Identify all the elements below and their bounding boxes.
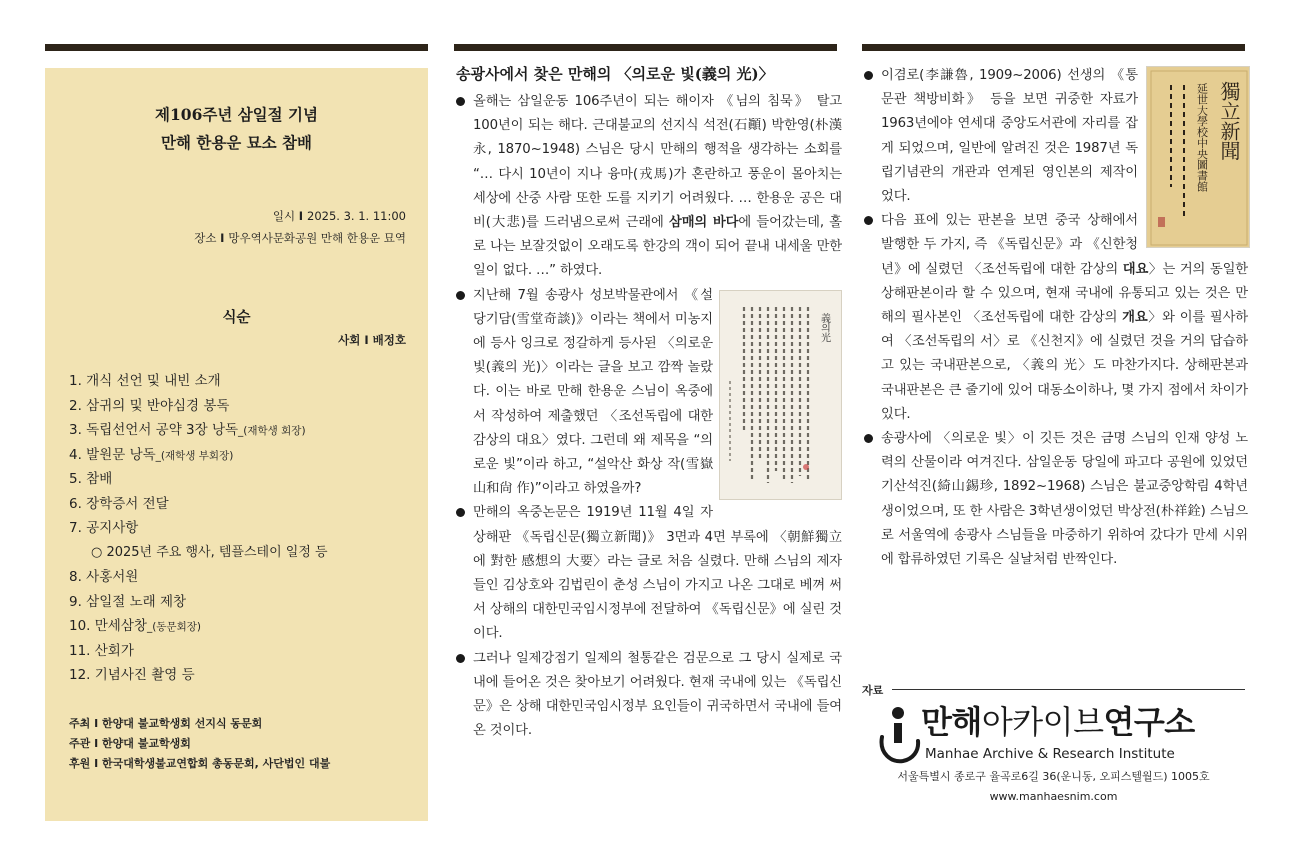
program-list	[69, 370, 414, 689]
mc-line: 사회 I 배정호	[338, 333, 406, 347]
date-value: 2025. 3. 1. 11:00	[307, 209, 406, 223]
article-paragraph: 그러나 일제강점기 일제의 철통같은 검문으로 그 당시 실제로 국내에 들어온 것은 찾아보기 어려웠다. 현재 국내에 있는 《독립신문》은 상해 대한민국임시정부 요인들이 귀국하면서 국내에 들여온 것이다.	[454, 647, 842, 744]
program-item: 7. 공지사항	[69, 520, 139, 536]
article-paragraph: 義의光 지난해 7월 송광사 성보박물관에서 《설당기담(雪堂奇談)》이라는 책에서 미농지에 등사 잉크로 정갈하게 등사된 〈의로운 빛(義의 光)〉이라는 글을 보고 깜짝 놀랐다. 이는 바로 만해 한용운 스님이 옥중에서 작성하여 제출했던 〈조선독립에 대한 감상의 대요〉였다. 그런데 왜 제목을 “의로운 빛”이라 하고, “설악산 화상 작(雪嶽山和尙 作)”이라고 하였을까?	[454, 284, 842, 502]
article-column-middle	[454, 64, 842, 743]
bullet-icon	[864, 434, 873, 443]
article-paragraph: 송광사에 〈의로운 빛〉이 깃든 것은 금명 스님의 인재 양성 노력의 산물이라 여겨진다. 삼일운동 당일에 파고다 공원에 있었던 기산석진(綺山錫珍, 1892~1968) 스님은 불교중앙학림 4학년생이었으며, 또 한 사람은 3학년생이었던 박상전(朴祥銓) 스님으로 서울역에 송광사 스님들을 마중하기 위하여 갔다가 만세 시위에 합류하였던 기록은 실날처럼 반짝인다.	[862, 427, 1248, 572]
svg-text:獨立新聞: 獨立新聞	[1217, 81, 1241, 161]
top-rule-middle	[454, 44, 837, 51]
article-paragraph: 獨立新聞 延世大學校中央圖書館 이겸로(李謙魯, 1909~2006) 선생의 《통문관 책방비화》 등을 보면 귀중한 자료가 1963년에야 연세대 중앙도서관에 자리를 잡게 되었으며, 일반에 알려진 것은 1987년 독립기념관의 개관과 연계된 영인본의 제작이었다.	[862, 64, 1248, 209]
article-paragraph: 만해의 옥중논문은 1919년 11월 4일 자 상해판 《독립신문(獨立新聞)》 3면과 4면 부록에 〈朝鮮獨立에 對한 感想의 大要〉라는 글로 처음 실렸다. 만해 스님의 제자들인 김상호와 김법린이 춘성 스님이 가지고 나온 그대로 베껴 써서 상해의 대한민국임시정부에 전달하여 《독립신문》에 실린 것이다.	[454, 501, 842, 646]
credits	[69, 715, 414, 775]
top-rule-right	[862, 44, 1245, 51]
mc-label: 사회	[338, 333, 361, 347]
article-paragraph: 올해는 삼일운동 106주년이 되는 해이자 《님의 침묵》 탈고 100년이 되는 해다. 근대불교의 선지식 석전(石顚) 박한영(朴漢永, 1870~1948) 스님은 당시 만해의 행적을 생각하는 소회를 “… 다시 10년이 지나 융마(戎馬)가 혼란하고 풍운이 몰아치는 세상에 산중 사람 또한 도를 지키기 어려웠다. … 한용운 공은 대비(大悲)를 드러냄으로써 근래에 삼매의 바다에 들어갔는데, 홀로 나는 보잘것없이 오래도록 한강의 객이 되어 끝내 내세울 만한 일이 없다. …” 하였다.	[454, 90, 842, 284]
source-label: 자료	[862, 684, 884, 697]
event-info-panel	[45, 68, 428, 821]
bullet-icon	[456, 508, 465, 517]
institute-address: 서울특별시 종로구 율곡로6길 36(운니동, 오피스텔월드) 1005호	[897, 770, 1210, 783]
article-title: 송광사에서 찾은 만해의 〈의로운 빛(義의 光)〉	[456, 65, 774, 83]
program-item: 2. 삼귀의 및 반야심경 봉독	[69, 397, 230, 414]
event-date: 일시 I 2025. 3. 1. 11:00	[272, 209, 406, 223]
program-item: 9. 삼일절 노래 제창	[69, 593, 187, 610]
venue-value: 망우역사문화공원 만해 한용운 묘역	[228, 231, 406, 245]
program-item: 1. 개식 선언 및 내빈 소개	[69, 373, 221, 389]
logo-mark-icon	[877, 703, 921, 765]
article-column-right	[862, 64, 1248, 572]
logo-wordmark: 만해아카이브연구소	[921, 703, 1195, 741]
credit-host: 주최 I 한양대 불교학생회 선지식 동문회	[69, 717, 263, 730]
manuscript-image	[719, 290, 842, 500]
program-item: 10. 만세삼창_(동문회장)	[69, 618, 201, 634]
credit-sponsor: 후원 I 한국대학생불교연합회 총동문회, 사단법인 대불	[69, 757, 331, 770]
order-heading: 식순	[222, 310, 251, 326]
svg-text:義의光: 義의光	[818, 312, 830, 343]
bullet-icon	[456, 291, 465, 300]
logo-english-name: Manhae Archive & Research Institute	[925, 746, 1175, 762]
source-divider	[892, 689, 1245, 690]
bullet-icon	[864, 71, 873, 80]
venue-label: 장소	[194, 231, 217, 245]
program-item: 8. 사홍서원	[69, 569, 139, 585]
program-item: 5. 참배	[69, 471, 113, 487]
mc-value: 배정호	[372, 333, 406, 347]
program-subitem: ○ 2025년 주요 행사, 템플스테이 일정 등	[91, 544, 328, 560]
bullet-icon	[864, 216, 873, 225]
article-paragraph: 다음 표에 있는 판본을 보면 중국 상해에서 발행한 두 가지, 즉 《독립신문》과 《신한청년》에 실렸던 〈조선독립에 대한 감상의 대요〉는 거의 동일한 상해판본이라 할 수 있으며, 현재 국내에 유통되고 있는 것은 만해의 필사본인 〈조선독립에 대한 감상의 개요〉와 이를 필사하여 〈조선독립의 서〉로 《신천지》에 실렸던 것을 거의 답습하고 있는 국내판본으로, 〈義의 光〉도 마찬가지다. 상해판본과 국내판본은 큰 줄기에 있어 대동소이하나, 몇 가지 점에서 차이가 있다.	[862, 209, 1248, 427]
credit-organizer: 주관 I 한양대 불교학생회	[69, 737, 191, 750]
event-title-line2: 만해 한용운 묘소 참배	[161, 133, 312, 152]
event-title-line1: 제106주년 삼일절 기념	[155, 105, 318, 124]
institute-logo	[877, 701, 1247, 771]
program-item: 3. 독립선언서 공약 3장 낭독_(재학생 회장)	[69, 422, 306, 438]
program-item: 12. 기념사진 촬영 등	[69, 667, 195, 683]
program-item: 6. 장학증서 전달	[69, 495, 169, 512]
event-venue: 장소 I 망우역사문화공원 만해 한용운 묘역	[194, 231, 406, 245]
svg-text:延世大學校中央圖書館: 延世大學校中央圖書館	[1195, 83, 1209, 192]
program-item: 11. 산회가	[69, 642, 134, 659]
date-label: 일시	[272, 209, 296, 223]
program-item: 4. 발원문 낭독_(재학생 부회장)	[69, 446, 234, 463]
institute-website[interactable]: www.manhaesnim.com	[989, 790, 1118, 803]
bullet-icon	[456, 97, 465, 106]
bullet-icon	[456, 654, 465, 663]
top-rule-left	[45, 44, 428, 51]
